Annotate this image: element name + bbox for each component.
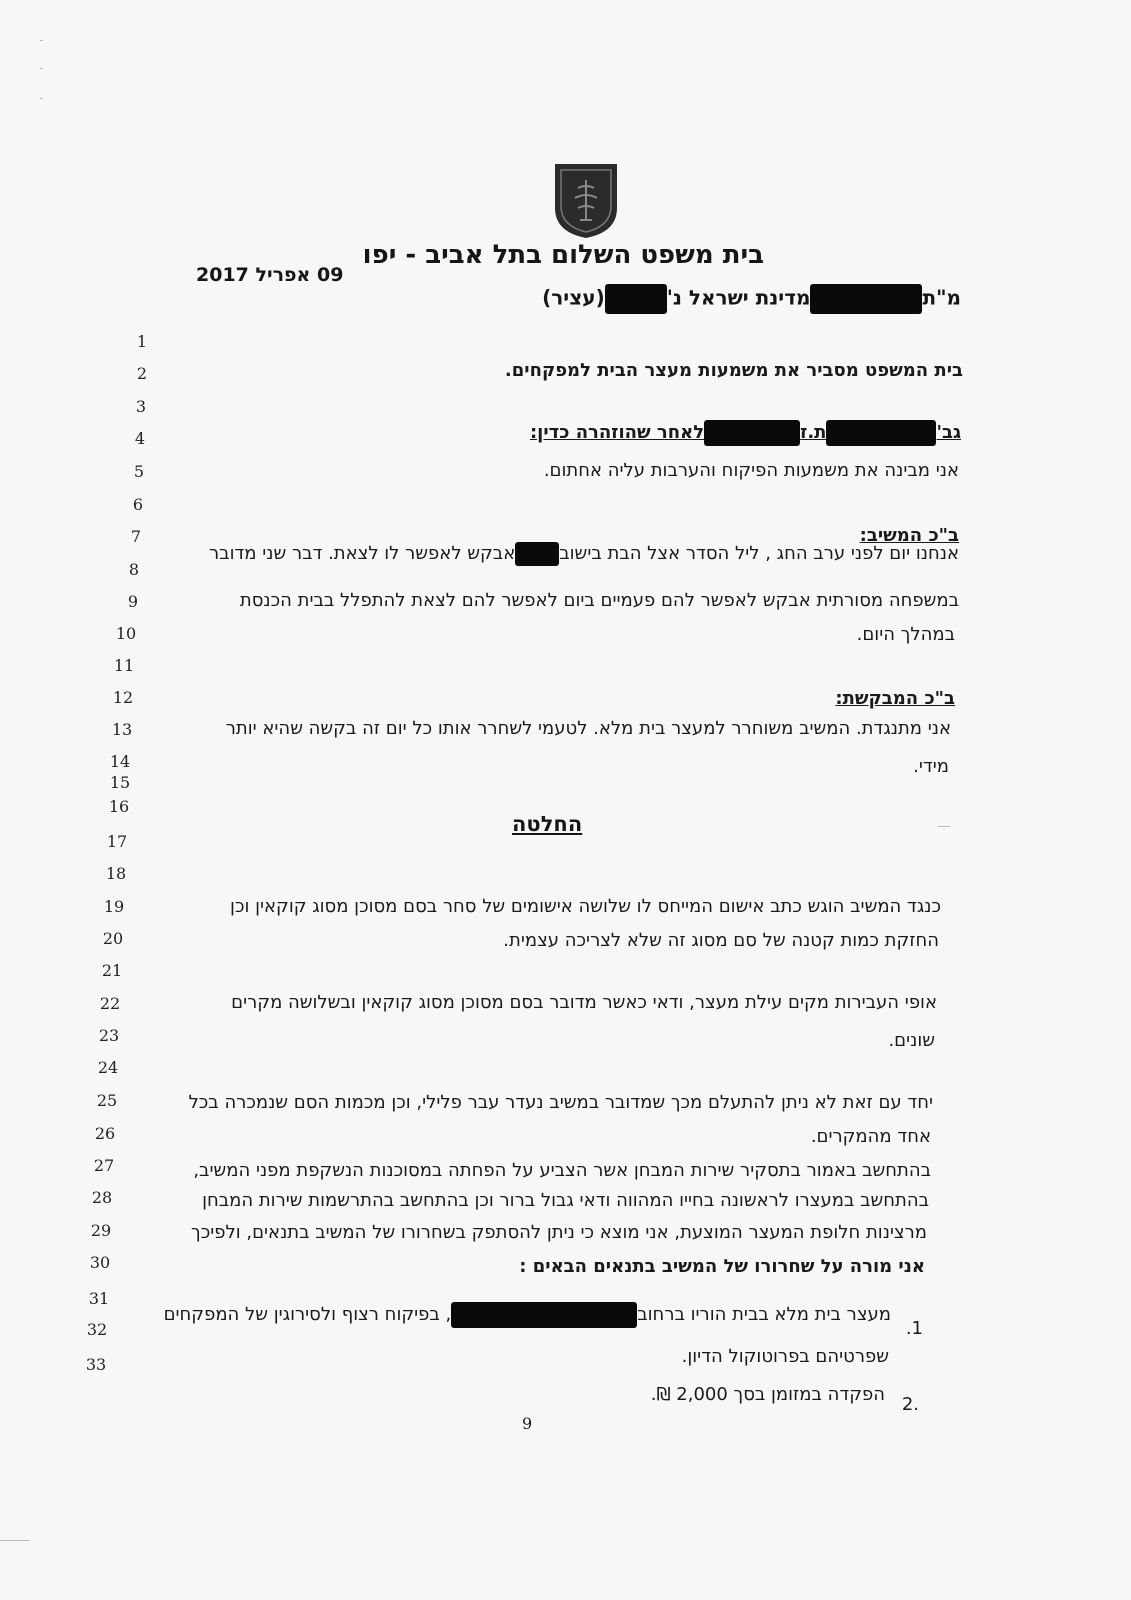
line-number: 31 bbox=[88, 1289, 110, 1308]
decision-line-1: כנגד המשיב הוגש כתב אישום המייחס לו שלושה אישומים של סחר בסם מסוכן מסוג קוקאין וכן bbox=[230, 896, 941, 917]
condition-1-line-1 bbox=[164, 1302, 891, 1328]
line-number: 10 bbox=[115, 624, 137, 643]
id-label: ת.ז bbox=[800, 422, 827, 443]
scan-speck bbox=[40, 98, 43, 99]
scan-speck bbox=[938, 826, 950, 827]
decision-line-7: בהתחשב באמור בתסקיר שירות המבחן אשר הצביע על הפחתה במסוכנות הנשקפת מפני המשיב, bbox=[193, 1160, 931, 1181]
line-number: 2 bbox=[136, 364, 148, 383]
redaction-block bbox=[451, 1302, 637, 1328]
scan-speck bbox=[40, 68, 43, 69]
decision-line-4: שונים. bbox=[888, 1030, 935, 1051]
condition-1-number: 1. bbox=[905, 1318, 923, 1339]
redaction-block bbox=[810, 284, 922, 314]
respondent-text: אנחנו יום לפני ערב החג , ליל הסדר אצל הבת בישוב bbox=[559, 543, 959, 564]
line-number: 3 bbox=[135, 397, 147, 416]
line-number: 14 bbox=[109, 752, 131, 771]
applicant-line-2: מידי. bbox=[913, 756, 949, 777]
decision-heading: החלטה bbox=[512, 812, 583, 836]
line-number: 5 bbox=[133, 462, 145, 481]
court-title: בית משפט השלום בתל אביב - יפו bbox=[362, 240, 764, 270]
state-emblem-icon bbox=[551, 158, 621, 240]
redaction-block bbox=[826, 420, 936, 446]
scan-speck bbox=[0, 1540, 30, 1541]
line-number: 29 bbox=[90, 1221, 112, 1240]
respondent-line-1 bbox=[209, 542, 959, 566]
line-number: 20 bbox=[102, 929, 124, 948]
respondent-line-2: במשפחה מסורתית אבקש לאפשר להם פעמיים ביום לאפשר להם לצאת להתפלל בבית הכנסת bbox=[239, 590, 959, 611]
condition-1-line-2: שפרטיהם בפרוטוקול הדיון. bbox=[681, 1346, 889, 1367]
line-number: 13 bbox=[111, 720, 133, 739]
decision-line-5: יחד עם זאת לא ניתן להתעלם מכך שמדובר במשיב נעדר עבר פלילי, וכן מכמות הסם שנמכרה בכל bbox=[188, 1092, 933, 1113]
applicant-counsel-label: ב"כ המבקשת: bbox=[835, 688, 955, 709]
case-prefix: מ"ת bbox=[922, 285, 961, 310]
decision-line-3: אופי העבירות מקים עילת מעצר, ודאי כאשר מדובר בסם מסוכן מסוג קוקאין ובשלושה מקרים bbox=[231, 992, 937, 1013]
respondent-line-3: במהלך היום. bbox=[856, 624, 955, 645]
line-number: 32 bbox=[86, 1320, 108, 1339]
guarantor-statement: אני מבינה את משמעות הפיקוח והערבות עליה אחתום. bbox=[543, 460, 959, 481]
court-explains-line: בית המשפט מסביר את משמעות מעצר הבית למפקחים. bbox=[504, 360, 963, 381]
line-number: 1 bbox=[136, 332, 148, 351]
redaction-block bbox=[704, 420, 800, 446]
condition-1-text: , בפיקוח רצוף ולסירוגין של המפקחים bbox=[163, 1304, 452, 1325]
case-middle: מדינת ישראל נ' bbox=[666, 285, 811, 310]
decision-line-2: החזקת כמות קטנה של סם מסוג זה שלא לצריכה עצמית. bbox=[503, 930, 939, 951]
case-suffix: (עציר) bbox=[542, 285, 605, 310]
condition-1-text: מעצר בית מלא בבית הוריו ברחוב bbox=[637, 1304, 891, 1325]
guarantor-line bbox=[530, 420, 961, 446]
line-number: 12 bbox=[112, 688, 134, 707]
line-number: 11 bbox=[113, 656, 135, 675]
line-number: 23 bbox=[98, 1026, 120, 1045]
line-number: 8 bbox=[128, 560, 140, 579]
line-number: 25 bbox=[96, 1091, 118, 1110]
line-number: 19 bbox=[103, 897, 125, 916]
redaction-block bbox=[605, 284, 667, 314]
line-number: 15 bbox=[109, 773, 131, 792]
line-number: 7 bbox=[130, 527, 142, 546]
warning-text: לאחר שהוזהרה כדין: bbox=[529, 422, 705, 443]
line-number: 30 bbox=[89, 1253, 111, 1272]
line-number: 26 bbox=[94, 1124, 116, 1143]
condition-2-number: .2 bbox=[901, 1394, 919, 1415]
decision-line-8: בהתחשב במעצרו לראשונה בחייו המהווה ודאי גבול ברור וכן בהתחשב בהתרשמות שירות המבחן bbox=[202, 1190, 929, 1211]
line-number: 4 bbox=[134, 429, 146, 448]
line-number: 21 bbox=[101, 961, 123, 980]
line-number: 16 bbox=[108, 797, 130, 816]
line-number: 27 bbox=[93, 1156, 115, 1175]
condition-2-text: הפקדה במזומן בסך 2,000 ₪. bbox=[650, 1384, 885, 1405]
line-number: 33 bbox=[85, 1355, 107, 1374]
line-number: 6 bbox=[132, 495, 144, 514]
line-number: 24 bbox=[97, 1058, 119, 1077]
line-number: 9 bbox=[127, 592, 139, 611]
decision-line-6: אחד מהמקרים. bbox=[810, 1126, 931, 1147]
release-order-line: אני מורה על שחרורו של המשיב בתנאים הבאים : bbox=[519, 1256, 925, 1277]
hearing-date: 09 אפריל 2017 bbox=[196, 264, 344, 286]
line-number: 18 bbox=[105, 864, 127, 883]
line-number: 28 bbox=[91, 1188, 113, 1207]
scan-speck bbox=[40, 40, 43, 41]
page-number: 9 bbox=[522, 1414, 533, 1433]
applicant-line-1: אני מתנגדת. המשיב משוחרר למעצר בית מלא. לטעמי לשחרר אותו כל יום זה בקשה שהיא יותר bbox=[225, 718, 951, 739]
redaction-block bbox=[515, 542, 559, 566]
respondent-counsel-label: ב"כ המשיב: bbox=[859, 525, 959, 546]
respondent-text: אבקש לאפשר לו לצאת. דבר שני מדובר bbox=[209, 543, 516, 564]
decision-line-9: מרצינות חלופת המעצר המוצעת, אני מוצא כי ניתן להסתפק בשחרורו של המשיב בתנאים, ולפיכך bbox=[191, 1222, 927, 1243]
line-number: 22 bbox=[99, 994, 121, 1013]
case-caption bbox=[542, 284, 961, 314]
line-number: 17 bbox=[106, 832, 128, 851]
guarantor-title: גב' bbox=[936, 422, 961, 443]
